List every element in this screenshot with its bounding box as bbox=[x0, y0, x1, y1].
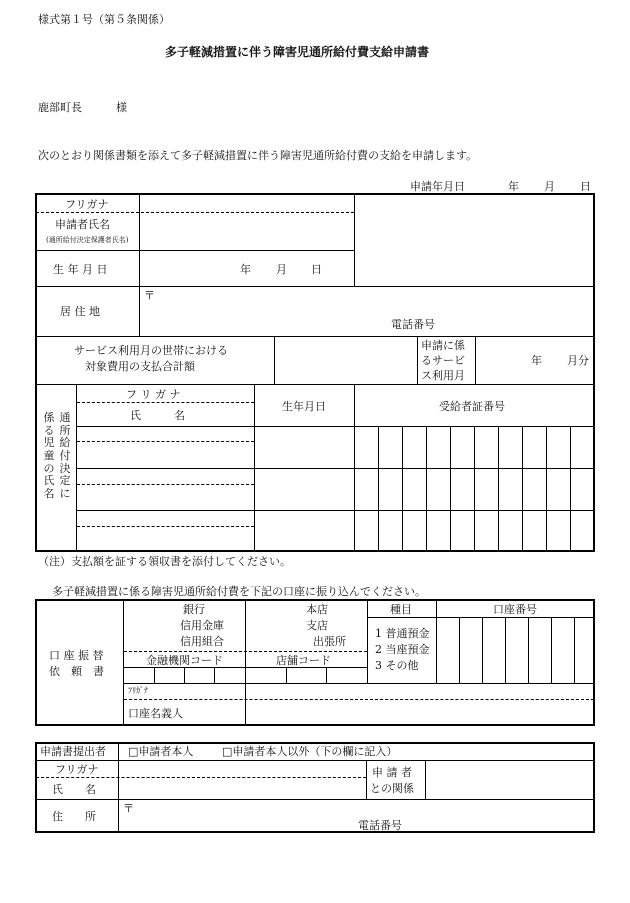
applicant-name-note: (通所給付決定保護者氏名) bbox=[46, 236, 129, 244]
children-side-label-a: 係る児童の氏名 bbox=[43, 411, 55, 500]
submitter-opt-self[interactable]: □申請者本人 bbox=[128, 745, 194, 758]
service-month-label-2: るサービ bbox=[421, 354, 465, 367]
date-label: 申請年月日 bbox=[410, 180, 465, 193]
child-name-label: 氏 名 bbox=[130, 409, 185, 422]
children-side-label-b: 通所給付決定に bbox=[59, 411, 71, 500]
bank-request-label-1: 口 座 振 替 bbox=[49, 649, 104, 662]
submitter-furigana-label: フリガナ bbox=[55, 763, 99, 776]
submitter-name-label: 氏 名 bbox=[52, 783, 96, 796]
applicant-name-field[interactable] bbox=[142, 217, 352, 249]
holder-furigana-label: ﾌﾘｶﾞﾅ bbox=[128, 686, 148, 695]
branch-type-main: 本店 bbox=[306, 603, 328, 616]
account-type-label: 種目 bbox=[390, 603, 412, 616]
account-type-other: 3 その他 bbox=[375, 659, 419, 672]
inst-type-bank: 銀行 bbox=[183, 603, 205, 616]
account-number-label: 口座番号 bbox=[493, 603, 537, 616]
branch-code-label: 店舗コード bbox=[276, 654, 331, 667]
inst-type-kumiai: 信用組合 bbox=[180, 635, 224, 648]
birth-day: 日 bbox=[311, 263, 322, 276]
child-furigana-label: フ リ ガ ナ bbox=[126, 388, 181, 401]
address-label: 居 住 地 bbox=[60, 305, 100, 318]
form-title: 多子軽減措置に伴う障害児通所給付費支給申請書 bbox=[165, 45, 430, 59]
submitter-address-label: 住 所 bbox=[52, 810, 96, 823]
date-year: 年 bbox=[508, 180, 519, 193]
addressee-honorific: 様 bbox=[116, 101, 127, 114]
birth-month: 月 bbox=[276, 263, 287, 276]
service-year: 年 bbox=[531, 354, 542, 367]
submitter-opt-other[interactable]: □申請者本人以外（下の欄に記入） bbox=[222, 745, 398, 758]
branch-type-office: 出張所 bbox=[313, 635, 346, 648]
postal-mark: 〒 bbox=[144, 289, 155, 302]
account-holder-label: 口座名義人 bbox=[128, 707, 183, 720]
service-month-suffix: 月分 bbox=[567, 354, 589, 367]
date-day: 日 bbox=[580, 180, 591, 193]
applicant-name-label: 申請者氏名 bbox=[55, 218, 110, 231]
relation-label-2: との関係 bbox=[370, 782, 414, 795]
cost-label-2: 対象費用の支払合計額 bbox=[85, 360, 195, 373]
inst-code-label: 金融機関コード bbox=[146, 654, 223, 667]
inst-type-shinkin: 信用金庫 bbox=[180, 619, 224, 632]
child-birth-label: 生年月日 bbox=[282, 400, 326, 413]
branch-type-branch: 支店 bbox=[306, 619, 328, 632]
service-month-label-1: 申請に係 bbox=[421, 339, 465, 352]
child-cert-label: 受給者証番号 bbox=[439, 400, 505, 413]
cost-label-1: サービス利用月の世帯における bbox=[74, 344, 228, 357]
bank-request-label-2: 依 頼 書 bbox=[49, 665, 104, 678]
addressee: 鹿部町長 bbox=[38, 101, 82, 114]
intro-text: 次のとおり関係書類を添えて多子軽減措置に伴う障害児通所給付費の支給を申請します。 bbox=[38, 149, 478, 162]
submitter-label: 申請書提出者 bbox=[40, 745, 106, 758]
applicant-furigana-label: フリガナ bbox=[65, 198, 109, 211]
account-type-current: 2 当座預金 bbox=[375, 643, 430, 656]
account-type-ordinary: 1 普通預金 bbox=[375, 627, 430, 640]
submitter-postal-mark: 〒 bbox=[123, 802, 134, 815]
birth-year: 年 bbox=[240, 263, 251, 276]
receipt-note: （注）支払額を証する領収書を添付してください。 bbox=[38, 555, 291, 568]
bank-intro: 多子軽減措置に係る障害児通所給付費を下記の口座に振り込んでください。 bbox=[52, 585, 426, 598]
date-month: 月 bbox=[544, 180, 555, 193]
relation-label-1: 申 請 者 bbox=[372, 766, 412, 779]
form-number: 様式第１号（第５条関係） bbox=[38, 13, 170, 26]
birth-label: 生 年 月 日 bbox=[53, 263, 108, 276]
phone-label: 電話番号 bbox=[391, 318, 435, 331]
submitter-phone-label: 電話番号 bbox=[358, 819, 402, 832]
service-month-label-3: ス利用月 bbox=[421, 369, 465, 382]
